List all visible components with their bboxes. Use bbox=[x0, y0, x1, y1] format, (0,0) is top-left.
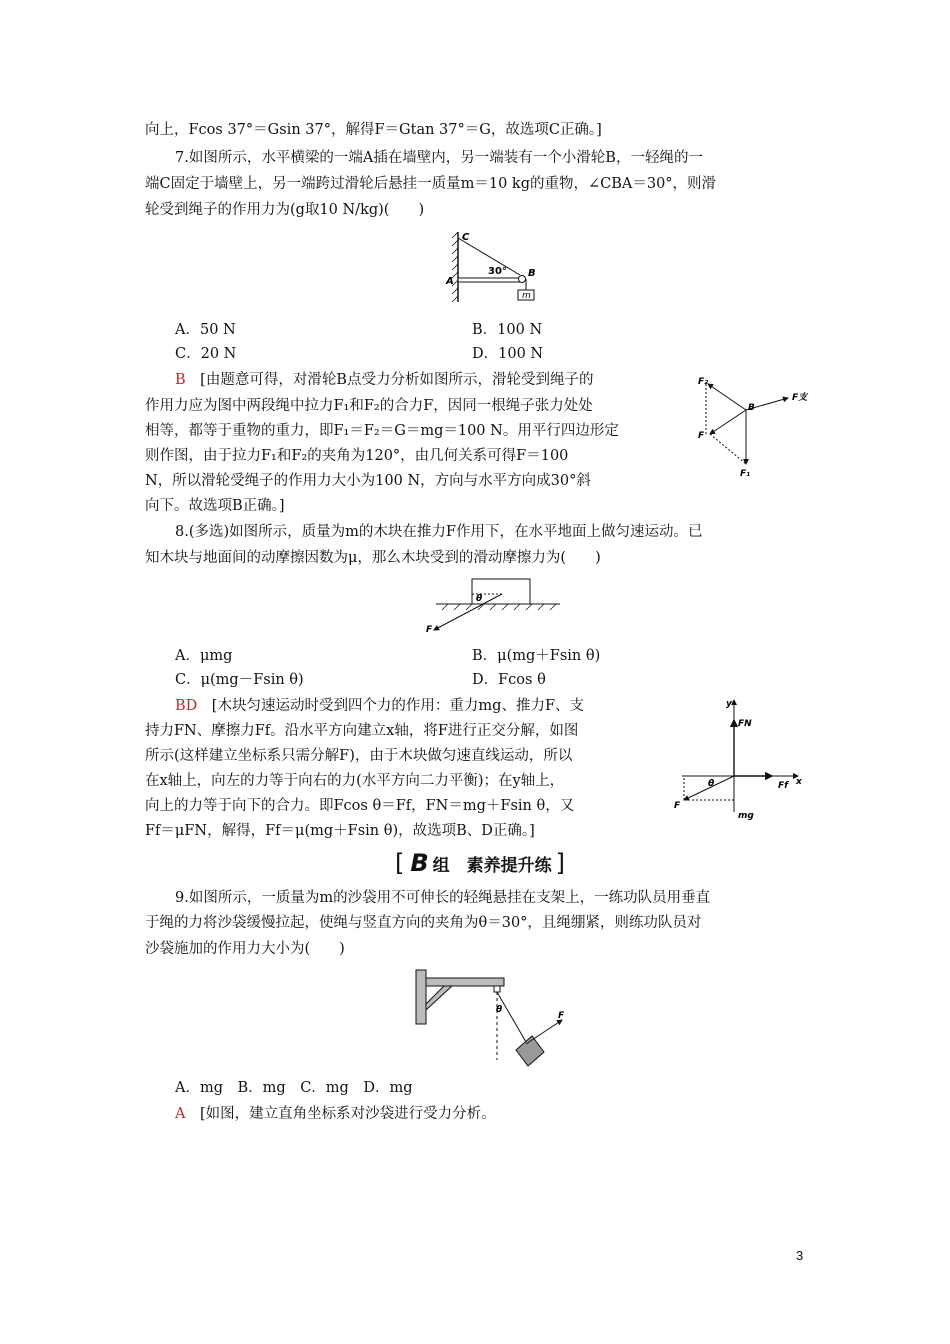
question-9-options: A．mg B．mg C．mg D．mg bbox=[175, 1080, 413, 1096]
label-mg: mg bbox=[738, 811, 754, 821]
option-d: D．100 N bbox=[472, 346, 544, 362]
label-theta: θ bbox=[708, 779, 715, 789]
figure-8-block bbox=[422, 574, 562, 636]
label-theta: θ bbox=[496, 1005, 503, 1015]
label-f: F bbox=[698, 431, 705, 441]
label-f9: F bbox=[558, 1011, 565, 1021]
option-b: B．μ(mg＋Fsin θ) bbox=[472, 648, 601, 664]
option-c: C．20 N bbox=[175, 346, 237, 362]
label-f: F bbox=[674, 801, 681, 811]
mass-label: m bbox=[522, 291, 531, 301]
answer-8-choice: BD bbox=[175, 698, 198, 714]
label-x: x bbox=[796, 777, 802, 787]
label-fz: F支 bbox=[792, 393, 808, 403]
answer-7-choice: B bbox=[175, 372, 186, 388]
answer-8-line-4: 在x轴上，向左的力等于向右的力(水平方向二力平衡)；在y轴上， bbox=[145, 773, 565, 789]
label-b2: B bbox=[748, 403, 755, 413]
question-9-line-2: 于绳的力将沙袋缓慢拉起，使绳与竖直方向的夹角为θ＝30°，且绳绷紧，则练功队员对 bbox=[145, 915, 702, 931]
banner-bracket-right: ] bbox=[555, 849, 566, 877]
page-number: 3 bbox=[796, 1248, 804, 1263]
answer-7-line-5: N，所以滑轮受绳子的作用力大小为100 N，方向与水平方向成30°斜 bbox=[145, 473, 591, 489]
label-c: C bbox=[462, 232, 470, 243]
answer-7-line-2: 作用力应为图中两段绳中拉力F₁和F₂的合力F，因同一根绳子张力处处 bbox=[145, 398, 593, 414]
answer-8-line-6: Ff＝μFN，解得，Ff＝μ(mg＋Fsin θ)，故选项B、D正确。] bbox=[145, 823, 535, 839]
label-f1: F₁ bbox=[740, 469, 751, 479]
answer-9-text: [如图，建立直角坐标系对沙袋进行受力分析。 bbox=[199, 1106, 496, 1122]
question-7-line-1: 7.如图所示，水平横梁的一端A插在墙壁内，另一端装有一个小滑轮B，一轻绳的一 bbox=[175, 150, 703, 166]
answer-8-line-2: 持力FN、摩擦力Ff。沿水平方向建立x轴，将F进行正交分解，如图 bbox=[145, 723, 579, 739]
question-8-line-2: 知木块与地面间的动摩擦因数为μ，那么木块受到的滑动摩擦力为( ) bbox=[145, 550, 601, 566]
answer-8-text: [木块匀速运动时受到四个力的作用：重力mg、推力F、支 bbox=[211, 698, 585, 714]
answer-7-line-4: 则作图，由于拉力F₁和F₂的夹角为120°，由几何关系可得F＝100 bbox=[145, 448, 569, 464]
label-y: y bbox=[726, 699, 732, 709]
question-7-line-3: 轮受到绳子的作用力为(g取10 N/kg)( ) bbox=[145, 202, 425, 218]
answer-7-line-1 bbox=[175, 370, 593, 390]
option-d: D．Fcos θ bbox=[472, 672, 546, 688]
option-a: A．50 N bbox=[175, 322, 236, 338]
answer-9-line-1 bbox=[175, 1104, 496, 1124]
option-a: A．μmg bbox=[175, 648, 233, 664]
option-b: B．100 N bbox=[472, 322, 543, 338]
text-line: 向上，Fcos 37°＝Gsin 37°，解得F＝Gtan 37°＝G，故选项C正确。] bbox=[145, 122, 602, 138]
label-theta: θ bbox=[476, 594, 483, 604]
answer-8-line-1 bbox=[175, 696, 584, 716]
figure-8-force-diagram bbox=[672, 694, 812, 824]
label-f8: F bbox=[426, 625, 433, 635]
banner-bracket-left: [ bbox=[395, 849, 405, 877]
option-c: C．μ(mg－Fsin θ) bbox=[175, 672, 304, 688]
label-f2: F₂ bbox=[698, 377, 709, 387]
angle-label: 30° bbox=[488, 266, 507, 277]
question-9-line-3: 沙袋施加的作用力大小为( ) bbox=[145, 941, 345, 957]
answer-8-line-5: 向上的力等于向下的合力。即Fcos θ＝Ff，FN＝mg＋Fsin θ，又 bbox=[145, 798, 575, 814]
label-b: B bbox=[528, 268, 536, 279]
question-8-line-1: 8.(多选)如图所示，质量为m的木块在推力F作用下，在水平地面上做匀速运动。已 bbox=[175, 524, 703, 540]
label-fn: FN bbox=[738, 719, 752, 729]
figure-9-sandbag bbox=[412, 964, 582, 1068]
answer-7-text: [由题意可得，对滑轮B点受力分析如图所示，滑轮受到绳子的 bbox=[200, 372, 594, 388]
label-a: A bbox=[446, 276, 454, 287]
figure-7-pulley bbox=[440, 228, 540, 304]
figure-7-force-diagram bbox=[690, 372, 820, 484]
question-9-line-1: 9.如图所示，一质量为m的沙袋用不可伸长的轻绳悬挂在支架上，一练功队员用垂直 bbox=[175, 890, 711, 906]
section-banner bbox=[395, 848, 595, 878]
answer-7-line-3: 相等，都等于重物的重力，即F₁＝F₂＝G＝mg＝100 N。用平行四边形定 bbox=[145, 423, 619, 439]
answer-7-line-6: 向下。故选项B正确。] bbox=[145, 498, 285, 514]
answer-8-line-3: 所示(这样建立坐标系只需分解F)，由于木块做匀速直线运动，所以 bbox=[145, 748, 573, 764]
banner-group-letter: B bbox=[410, 849, 429, 877]
answer-9-choice: A bbox=[175, 1106, 186, 1122]
question-7-line-2: 端C固定于墙壁上，另一端跨过滑轮后悬挂一质量m＝10 kg的重物，∠CBA＝30°，则滑 bbox=[145, 176, 717, 192]
label-ff: Ff bbox=[778, 781, 789, 791]
banner-title: 组 素养提升练 bbox=[432, 855, 552, 876]
